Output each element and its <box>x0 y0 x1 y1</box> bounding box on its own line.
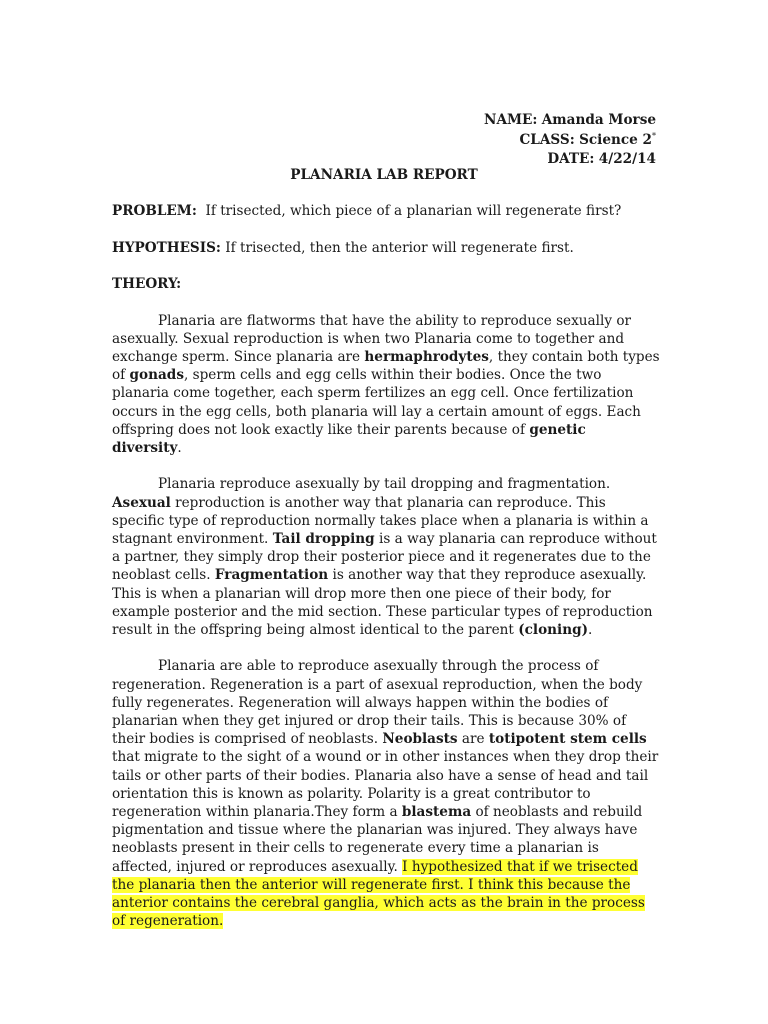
report-body <box>112 202 660 949</box>
class-name: Science 2 <box>579 131 652 148</box>
name-line: NAME: Amanda Morse <box>484 112 656 128</box>
student-info-header <box>484 111 656 170</box>
highlighted-hypothesis-text: I hypothesized that if we trisected the planaria then the anterior will regenerate first. I think this because the anterior contains the cerebral ganglia, which acts as the brain in the process of regeneration. <box>112 858 645 930</box>
report-title: PLANARIA LAB REPORT <box>290 167 478 183</box>
theory-paragraph-2: Planaria reproduce asexually by tail dropping and fragmentation. Asexual reproduction is another way that planaria can reproduce. This specific type of reproduction normally takes place when a planaria is within a stagnant environment. Tail dropping is a way planaria can reproduce without a partner, they simply drop their posterior piece and it regenerates due to the neoblast cells. Fragmentation is another way that they reproduce asexually. This is when a planarian will drop more then one piece of their body, for example posterior and the mid section. These particular types of reproduction result in the offspring being almost identical to the parent (cloning). <box>112 476 657 638</box>
theory-heading: THEORY: <box>112 276 182 292</box>
problem-statement: PROBLEM: If trisected, which piece of a planarian will regenerate first? <box>112 203 622 219</box>
student-name: Amanda Morse <box>541 112 656 128</box>
class-line: CLASS: Science 2* <box>519 130 656 148</box>
report-date: 4/22/14 <box>598 151 656 167</box>
theory-paragraph-1: Planaria are flatworms that have the ability to reproduce sexually or asexually. Sexual reproduction is when two Planaria come to together and exchange sperm. Since planaria are hermaphrodytes, they contain both types of gonads, sperm cells and egg cells within their bodies. Once the two planaria come together, each sperm fertilizes an egg cell. Once fertilization occurs in the egg cells, both planaria will lay a certain amount of eggs. Each offspring does not look exactly like their parents because of genetic diversity. <box>112 312 660 456</box>
date-line: DATE: 4/22/14 <box>547 151 656 167</box>
hypothesis-statement: HYPOTHESIS: If trisected, then the anterior will regenerate first. <box>112 239 574 256</box>
theory-paragraph-3: Planaria are able to reproduce asexually through the process of regeneration. Regeneration is a part of asexual reproduction, when the body fully regenerates. Regeneration will always happen within the bodies of planarian when they get injured or drop their tails. This is because 30% of their bodies is comprised of neoblasts. Neoblasts are totipotent stem cells that migrate to the sight of a wound or in other instances when they drop their tails or other parts of their bodies. Planaria also have a sense of head and tail orientation this is known as polarity. Polarity is a great contributor to regeneration within planaria.They form a blastema of neoblasts and rebuild pigmentation and tissue where the planarian was injured. They always have neoblasts present in their cells to regenerate every time a planarian is affected, injured or reproduces asexually. I hypothesized that if we trisected the planaria then the anterior will regenerate first. I think this because the anterior contains the cerebral ganglia, which acts as the brain in the process of regeneration. <box>112 658 659 930</box>
